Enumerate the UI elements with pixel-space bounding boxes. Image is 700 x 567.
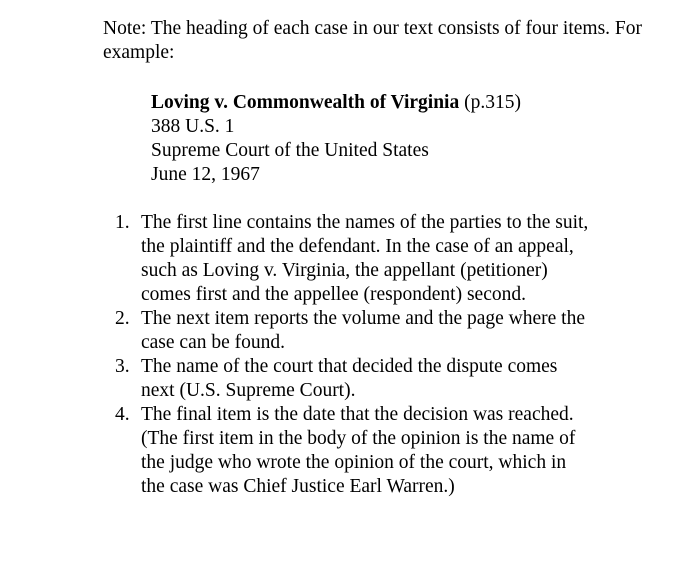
case-court: Supreme Court of the United States xyxy=(151,140,429,161)
list-item xyxy=(115,355,590,403)
page-reference: (p.315) xyxy=(459,92,521,113)
list-item-number: 2. xyxy=(115,308,130,329)
list-item-text: The final item is the date that the decision was reached. (The first item in the body of the opinion is the name of the judge who wrote the opinion of the court, which in the case was Chief Justice Earl Warren.) xyxy=(141,404,576,497)
list-item-text: The next item reports the volume and the page where the case can be found. xyxy=(141,308,586,353)
case-date: June 12, 1967 xyxy=(151,164,260,185)
case-title-line xyxy=(151,91,671,115)
list-item-number: 3. xyxy=(115,356,130,377)
list-item-text: The name of the court that decided the dispute comes next (U.S. Supreme Court). xyxy=(141,356,558,401)
example-case-heading xyxy=(151,91,671,187)
list-item-number: 4. xyxy=(115,404,130,425)
case-name: Loving v. Commonwealth of Virginia xyxy=(151,92,460,113)
explanation-list xyxy=(115,211,590,499)
list-item-number: 1. xyxy=(115,212,130,233)
list-item xyxy=(115,403,590,499)
note-paragraph: Note: The heading of each case in our text consists of four items. For example: xyxy=(103,18,643,63)
list-item-text: The first line contains the names of the parties to the suit, the plaintiff and the defendant. In the case of an appeal, such as Loving v. Virginia, the appellant (petitioner) comes first and the appellee (respondent) second. xyxy=(141,212,589,305)
list-item xyxy=(115,307,590,355)
case-citation: 388 U.S. 1 xyxy=(151,116,235,137)
list-item xyxy=(115,211,590,307)
